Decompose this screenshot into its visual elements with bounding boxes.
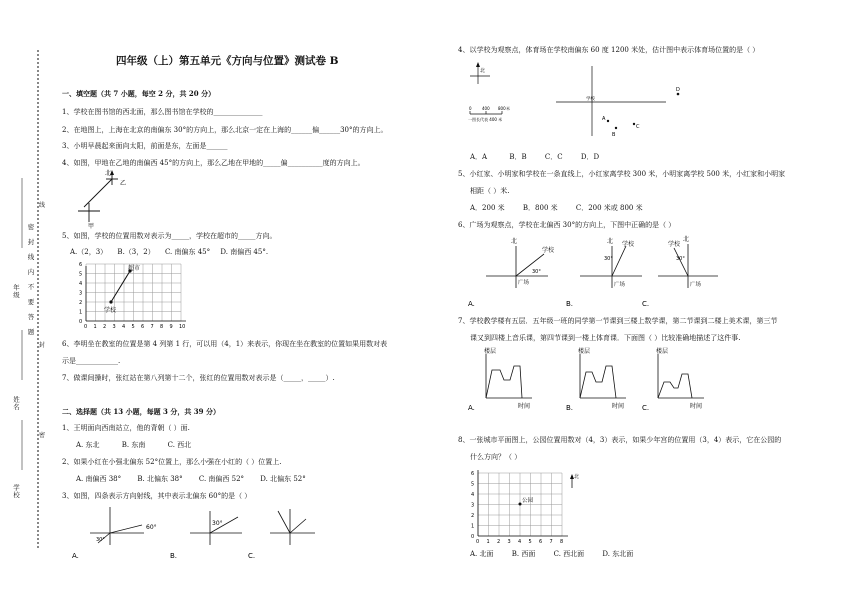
q5-grid-ytick: 2: [79, 300, 83, 306]
s2-q2-options: [76, 475, 306, 484]
r-q6-figures: [462, 232, 742, 310]
q8-grid-ytick: 5: [471, 481, 475, 488]
r-q4-pt-d: D: [676, 87, 680, 93]
q5-grid-xtick: 7: [150, 324, 154, 330]
r-q8-park: 公园: [522, 498, 534, 504]
s2-q3-label-a: A.: [72, 552, 79, 560]
q5-grid-xtick: 4: [122, 324, 126, 330]
q8-grid-xtick: 1: [486, 539, 490, 545]
s2-q3-figures: [70, 503, 330, 563]
r-q4-pt-a: A: [602, 116, 606, 122]
s1-q4: 4、如图，甲地在乙地的南偏西 45°的方向上，那么乙地在甲地的_____偏__________度的方向上。: [62, 159, 365, 167]
q8-grid-xtick: 5: [528, 539, 532, 545]
r-q5-options: [470, 204, 643, 213]
r-q8-options: [470, 550, 633, 559]
s2-q3-angle-a: 60°: [146, 524, 157, 531]
s2-q3: 3、如图，四条表示方向射线，其中表示北偏东 60°的是（ ）: [62, 492, 252, 500]
q5-option-d: D. 南偏西 45°.: [220, 248, 269, 256]
r-q6-label-a: A.: [468, 300, 475, 308]
r-q4-option-b: B．B: [509, 153, 527, 161]
r-q4-north: 北: [480, 68, 486, 74]
r-q7-line2: 课又到四楼上音乐课，第四节课到一楼上体育课．下面图（ ）比较准确地描述了这件事.: [470, 334, 741, 342]
s2-q3-label-c: C.: [248, 552, 256, 560]
r-q4-option-a: A．A: [470, 153, 488, 161]
q4-north: 北: [105, 170, 112, 177]
q5-grid-ytick: 4: [79, 281, 83, 287]
q8-grid-xtick: 6: [539, 539, 543, 545]
q8-grid-xtick: 2: [497, 539, 501, 545]
r-q6-b-north: 北: [607, 238, 614, 245]
seal-mark-3: 密: [39, 432, 46, 439]
r-q6-c-angle: 30°: [676, 256, 685, 262]
q8-grid-xtick: 7: [549, 539, 553, 545]
q8-grid-ytick: 3: [471, 502, 475, 509]
s2-q1-options: [76, 441, 191, 450]
r-q6-label-c: C.: [642, 300, 650, 308]
q4-yi: 乙: [120, 180, 127, 187]
q5-grid-ytick: 5: [79, 271, 83, 278]
r-q7-a-y: 楼层: [484, 348, 497, 355]
q5-grid-xtick: 10: [179, 324, 186, 330]
q5-option-c: C. 南偏东 45°: [164, 248, 211, 256]
q5-grid-xtick: 1: [93, 324, 97, 330]
r-q7-b-x: 时间: [612, 403, 625, 410]
section1-heading: 一、填空题（共 7 小题，每空 2 分，共 20 分）: [62, 89, 216, 98]
r-q4-scale-label: 一图长代表 400 米: [468, 117, 503, 122]
q5-grid-ytick: 6: [79, 262, 83, 268]
r-q7-a-x: 时间: [518, 403, 531, 410]
r-q8-grid-figure: [464, 466, 584, 546]
r-q4-options: [470, 153, 599, 162]
r-q4: 4、以学校为观察点，体育场在学校南偏东 60 度 1200 米处，估计图中表示体育场位置的是（ ）: [458, 46, 760, 54]
r-q7-line1: 7、学校教学楼有五层．五年级一班的同学第一节课到三楼上数学课，第二节课到二楼上美术课，第三节: [458, 317, 778, 325]
q8-grid-ytick: 0: [471, 534, 475, 540]
r-q8-option-a: A. 北面: [470, 550, 494, 558]
s1-q3: 3、小明早晨起来面向太阳，前面是东，左面是______: [62, 142, 228, 150]
r-q7-label-c: C.: [642, 404, 650, 412]
q5-school: 学校: [104, 307, 117, 314]
seal-mark-2: 封: [39, 342, 46, 349]
q5-option-a: A.（2，3）: [70, 248, 108, 256]
page-title: 四年级（上）第五单元《方向与位置》测试卷 B: [116, 55, 339, 67]
r-q8-option-d: D. 东北面: [602, 550, 634, 558]
s2-q1-option-b: B. 东南: [121, 441, 146, 449]
q5-grid-xtick: 9: [169, 324, 173, 330]
q5-grid-xtick: 6: [141, 324, 145, 330]
s1-q5: 5、如图，学校的位置用数对表示为_____，学校在超市的_____方向。: [62, 232, 277, 240]
s2-q3-angle-b: 30°: [212, 520, 223, 527]
q5-grid-ytick: 3: [79, 290, 83, 297]
r-q8-line2: 什么方向？（ ）: [470, 453, 522, 461]
s1-q2: 2、在地图上，上海在北京的南偏东 30°的方向上，那么北京一定在上海的______偏______30°的方向上。: [62, 126, 388, 134]
r-q5-line2: 相距（ ）米.: [470, 187, 510, 195]
r-q6-c-school: 学校: [668, 241, 681, 248]
q5-option-b: B.（3，2）: [117, 248, 155, 256]
r-q8-option-b: B. 西面: [511, 550, 536, 558]
section2-heading: 二、选择题（共 13 小题，每题 3 分，共 39 分）: [62, 407, 220, 416]
r-q6: 6、广场为观察点，学校在北偏西 30°的方向上，下图中正确的是（ ）: [458, 221, 676, 229]
label-name: 姓名: [12, 396, 20, 411]
r-q7-figures: [462, 346, 722, 416]
r-q4-option-c: C．C: [544, 153, 563, 161]
s2-q2: 2、如果小红在小强北偏东 52°位置上，那么小强在小红的（ ）位置上.: [62, 458, 282, 466]
q8-grid-xtick: 4: [518, 539, 522, 545]
r-q6-b-school: 学校: [622, 241, 635, 248]
s1-q7: 7、做课间操时，张红站在第八列第十二个，张红的位置用数对表示是（_____，_____）.: [62, 374, 335, 382]
r-q5-option-b: B．800 米: [522, 204, 558, 212]
q5-grid-figure: [68, 262, 188, 330]
q8-grid-ytick: 2: [471, 513, 475, 519]
label-grade: 年级: [12, 284, 20, 299]
r-q7-c-y: 楼层: [656, 348, 669, 355]
s2-q1-option-c: C. 西北: [167, 441, 192, 449]
r-q4-scale-unit: 米: [506, 106, 510, 111]
q5-grid-xtick: 0: [84, 324, 88, 330]
r-q4-scale-0: 0: [469, 106, 472, 111]
s2-q2-option-d: D. 北偏东 52°: [260, 475, 306, 483]
q8-grid-ytick: 6: [471, 471, 475, 477]
r-q7-label-b: B.: [566, 404, 574, 412]
r-q6-a-angle: 30°: [532, 269, 541, 275]
q8-grid-xtick: 8: [560, 539, 564, 545]
s2-q1-option-a: A. 东北: [76, 441, 100, 449]
r-q7-label-a: A.: [468, 404, 475, 412]
r-q5-line1: 5、小红家、小明家和学校在一条直线上，小红家离学校 300 米，小明家离学校 500 米，小红家和小明家: [458, 170, 786, 178]
r-q6-c-square: 广场: [690, 282, 702, 288]
s1-q6-line2: 示是____________.: [62, 357, 121, 365]
seal-notice: 密 封 线 内 不 要 答 题: [27, 223, 35, 336]
q8-grid-xtick: 3: [507, 539, 511, 545]
r-q5-option-c: C．200 米或 800 米: [575, 204, 643, 212]
r-q4-scale-mid: 400: [482, 106, 490, 111]
r-q6-label-b: B.: [566, 300, 574, 308]
s2-q2-option-c: C. 南偏西 52°: [198, 475, 245, 483]
s2-q1: 1、王明面向西南站立，他的背朝（ ）面.: [62, 424, 190, 432]
r-q6-a-square: 广场: [518, 280, 530, 286]
seal-mark-1: 线: [39, 202, 46, 209]
r-q8-line1: 8、一张城市平面图上，公园位置用数对（4，3）表示，如果少年宫的位置用（3，4）表示，它在公园的: [458, 436, 782, 444]
s1-q5-options: [70, 248, 268, 257]
r-q4-pt-b: B: [612, 132, 616, 138]
r-q7-c-x: 时间: [690, 403, 703, 410]
r-q6-c-north: 北: [683, 236, 690, 243]
q5-grid-xtick: 3: [112, 324, 116, 330]
q5-grid-xtick: 5: [131, 324, 135, 330]
r-q6-b-square: 广场: [614, 282, 626, 288]
q5-market: 超市: [128, 265, 141, 272]
r-q5-option-a: A．200 米: [470, 204, 505, 212]
r-q7-b-y: 楼层: [578, 348, 591, 355]
q5-grid-xtick: 2: [103, 324, 107, 330]
q5-grid-xtick: 8: [160, 324, 164, 330]
r-q4-scale-end: 800: [498, 106, 506, 111]
q8-grid-ytick: 1: [471, 523, 475, 530]
r-q4-pt-c: C: [636, 124, 640, 130]
r-q4-school: 学校: [586, 97, 595, 102]
label-school: 学校: [12, 484, 20, 499]
r-q8-north: 北: [574, 474, 580, 480]
q5-grid-ytick: 0: [79, 319, 83, 325]
r-q6-b-angle: 30°: [604, 256, 613, 262]
s2-q2-option-a: A. 南偏西 38°: [76, 475, 122, 483]
q4-compass-figure: [70, 167, 140, 229]
s1-q1: 1、学校在图书馆的西北面，那么图书馆在学校的______________: [62, 108, 263, 116]
s2-q3-label-b: B.: [170, 552, 178, 560]
r-q8-option-c: C. 西北面: [553, 550, 585, 558]
q8-grid-xtick: 0: [476, 539, 480, 545]
r-q6-a-school: 学校: [542, 247, 555, 254]
s2-q3-angle-c: 30°: [96, 537, 105, 543]
q5-grid-ytick: 1: [79, 309, 83, 316]
s2-q2-option-b: B. 北偏东 38°: [137, 475, 183, 483]
q4-jia: 甲: [88, 223, 95, 229]
s1-q6-line1: 6、李明坐在教室的位置是第 4 列第 1 行，可以用（4，1）来表示，你现在坐在教室的位置如果用数对表: [62, 340, 388, 348]
r-q6-a-north: 北: [511, 238, 518, 245]
q8-grid-ytick: 4: [471, 492, 475, 498]
r-q4-option-d: D．D: [580, 153, 600, 161]
r-q4-map: [466, 58, 696, 146]
